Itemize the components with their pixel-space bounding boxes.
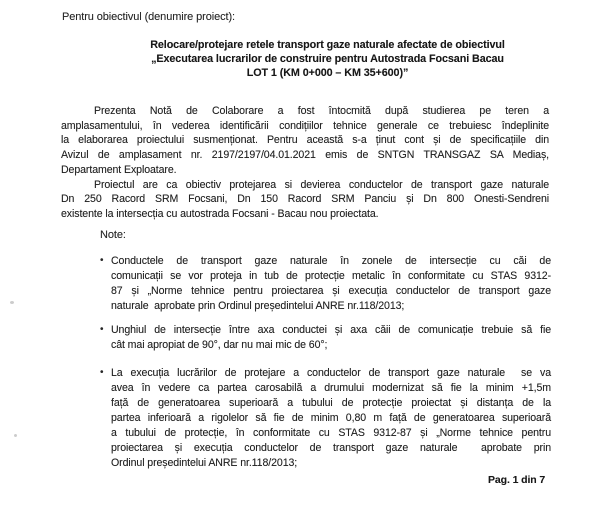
note-line: avea în vedere ca partea carosabilă a drumului modernizat să fie la minim +1,5m [111,382,551,394]
intro-line: la elaborarea proiectului susmenționat. Pentru această s-a ținut cont și de specificațiile din [61,134,549,147]
project-title-line: LOT 1 (KM 0+000 – KM 35+600)” [246,66,409,79]
intro-line: existente la intersecția cu autostrada Focsani - Bacau nou proiectata. [61,207,379,220]
note-line: comunicații se vor proteja in tub de protecție metalic în conformitate cu STAS 9312- [111,270,551,282]
note-line: Conductele de transport gaze naturale în zonele de intersecție cu căi de [111,255,551,267]
intro-line: Departament Exploatare. [61,163,177,176]
bullet-icon: • [100,255,104,266]
scan-speck [14,434,17,437]
bullet-icon: • [100,324,104,335]
note-line: partea inferioară a rigolelor să fie de minim 0,80 m față de generatoarea superioară [111,412,551,424]
intro-line: Dn 250 Racord SRM Focsani, Dn 150 Racord SRM Panciu și Dn 800 Onesti-Sendreni [61,193,549,206]
note-line: cât mai apropiat de 90°, dar nu mai mic de 60°; [111,339,328,351]
notes-heading: Note: [100,229,126,241]
note-line: naturale aprobate prin Ordinul președintelui ANRE nr.118/2013; [111,300,405,312]
intro-line: Avizul de amplasament nr. 2197/2197/04.01.2021 emis de SNTGN TRANSGAZ SA Mediaș, [61,149,549,162]
intro-line: Proiectul are ca obiectiv protejarea si devierea conductelor de transport gaze naturale [94,178,549,191]
note-line: proiectarea și execuția conductelor de transport gaze naturale aprobate prin [111,442,551,454]
project-title-line: Relocare/protejare retele transport gaze naturale afectate de obiectivul [150,39,505,51]
note-line: față de generatoarea superioară a tubului de protecție proiectat și distanța de la [111,397,551,409]
scan-speck [10,301,14,304]
intro-line: amplasamentului, în vederea identificării condițiilor tehnice generale ce trebuiesc îndeplinite [61,119,549,132]
bullet-icon: • [100,367,104,378]
note-line: a tubului de protecție, în conformitate cu STAS 9312-87 și „Norme tehnice pentru [111,427,551,439]
objective-field-label: Pentru obiectivul (denumire proiect): [62,11,235,23]
note-line: Ordinul președintelui ANRE nr.118/2013; [111,457,298,469]
page-number: Pag. 1 din 7 [488,474,546,486]
note-item-intersection-angle [100,323,551,353]
note-line: La execuția lucrărilor de protejare a conductelor de transport gaze naturale se va [111,367,551,379]
intro-paragraph [61,104,549,222]
note-line: 87 și „Norme tehnice pentru proiectarea și execuția conductelor de transport gaze [111,285,551,297]
note-line: Unghiul de intersecție între axa conductei și axa căii de comunicație trebuie să fie [111,324,551,336]
note-item-execution-depths [100,366,551,471]
project-title [100,39,555,81]
project-title-line: „Executarea lucrarilor de construire pentru Autostrada Focsani Bacau [151,52,504,65]
intro-line: Prezenta Notă de Colaborare a fost întocmită după studierea pe teren a [94,105,549,117]
note-item-pipe-protection [100,254,551,314]
